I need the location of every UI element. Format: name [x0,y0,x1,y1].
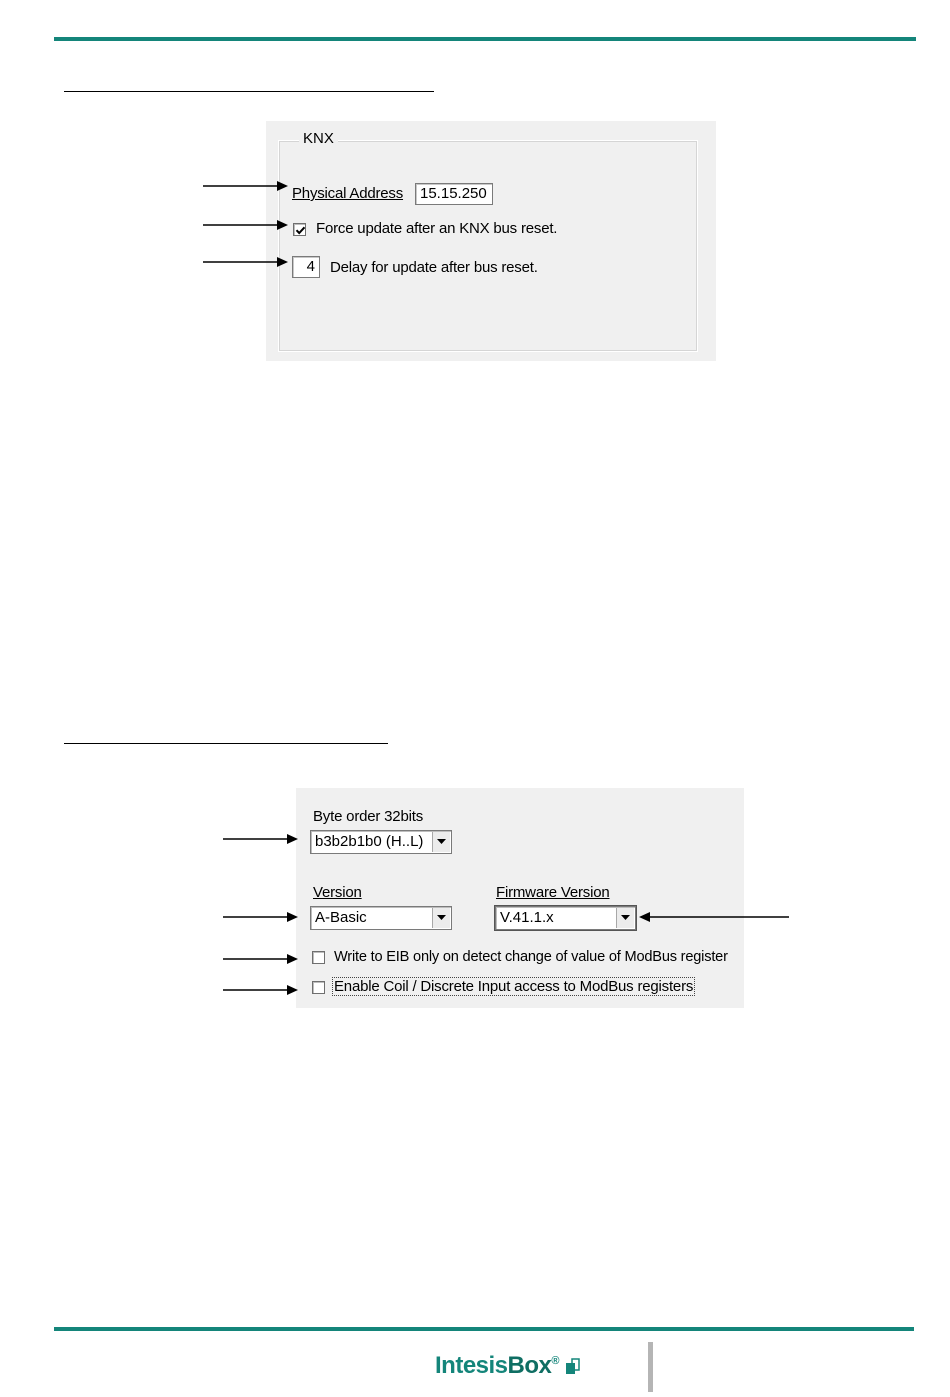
footer-divider [648,1342,653,1392]
knx-settings-panel [266,121,716,361]
callout-arrow-write-eib [223,951,299,967]
firmware-version-dropdown[interactable] [495,906,636,930]
version-dropdown[interactable] [310,906,452,930]
callout-arrow-byte-order [223,831,299,847]
enable-coil-label: Enable Coil / Discrete Input access to ModBus registers [334,978,694,995]
callout-arrow-physical-address [203,179,289,195]
version-value: A-Basic [315,909,367,926]
delay-field[interactable]: 4 [292,256,320,278]
callout-arrow-force-update [203,217,289,233]
knx-groupbox [278,140,698,352]
write-eib-label: Write to EIB only on detect change of value of ModBus register [334,949,728,965]
callout-arrow-delay [203,255,289,271]
callout-arrow-firmware [639,909,789,925]
device-icon [565,1357,581,1375]
section-heading-line [64,743,388,744]
force-update-label: Force update after an KNX bus reset. [316,220,558,237]
physical-address-field[interactable]: 15.15.250 [415,183,493,205]
logo-text-box: Box [507,1352,552,1379]
callout-arrow-enable-coil [223,982,299,998]
byte-order-dropdown-button[interactable] [432,832,450,852]
firmware-version-dropdown-button[interactable] [616,908,634,928]
footer-rule [54,1327,914,1331]
force-update-checkbox[interactable] [293,223,306,236]
firmware-version-value: V.41.1.x [500,909,554,926]
callout-arrow-version [223,909,299,925]
enable-coil-checkbox[interactable] [312,981,325,994]
header-rule [54,37,916,41]
knx-group-title: KNX [299,130,338,147]
logo-registered-mark: ® [551,1355,559,1367]
logo-text-intesis: Intesis [435,1352,508,1379]
physical-address-label: Physical Address [292,185,404,202]
delay-label: Delay for update after bus reset. [330,259,538,276]
byte-order-label: Byte order 32bits [313,808,423,825]
modbus-settings-panel [296,788,744,1008]
firmware-version-label: Firmware Version [496,884,610,901]
checkmark-icon [294,224,307,237]
write-eib-checkbox[interactable] [312,951,325,964]
chevron-down-icon [437,839,446,845]
intesisbox-logo [435,1352,581,1380]
chevron-down-icon [621,915,630,921]
section-heading-line [64,91,434,92]
version-dropdown-button[interactable] [432,908,450,928]
version-label: Version [313,884,362,901]
byte-order-dropdown[interactable] [310,830,452,854]
byte-order-value: b3b2b1b0 (H..L) [315,833,424,850]
chevron-down-icon [437,915,446,921]
